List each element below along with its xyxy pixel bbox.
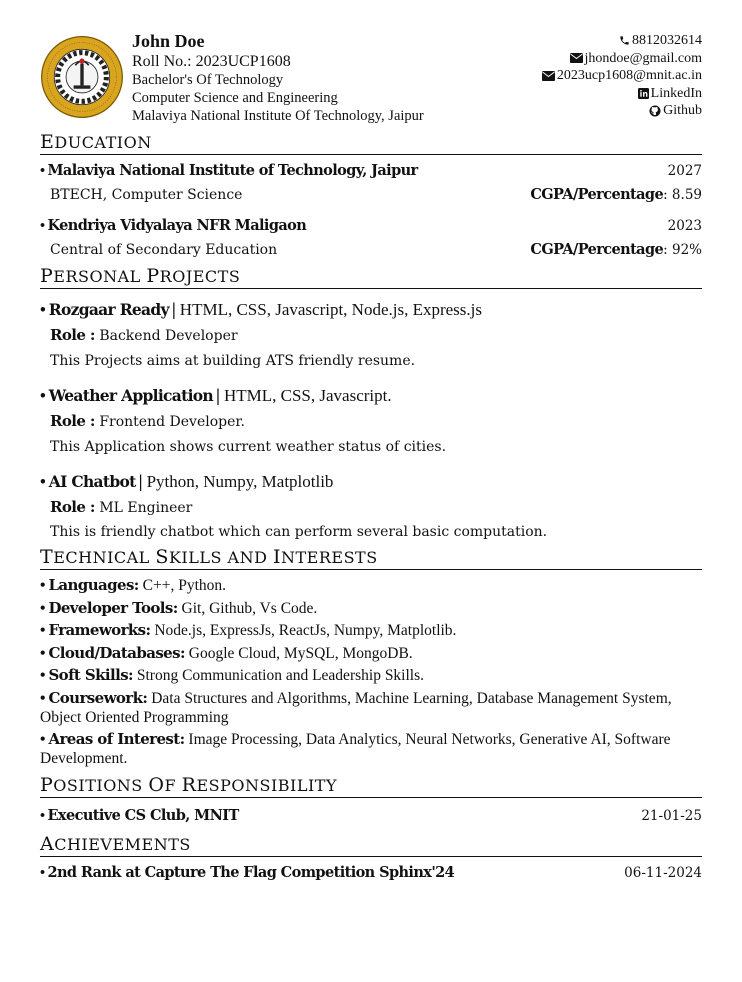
phone-icon xyxy=(619,35,630,46)
achievement-date: 06-11-2024 xyxy=(624,865,702,881)
identity-block xyxy=(132,30,424,125)
heading-rest: KILLS AND xyxy=(168,548,268,567)
education-institution: Kendriya Vidyalaya NFR Maligaon xyxy=(47,217,307,234)
heading-rest: DUCATION xyxy=(54,133,152,152)
branch: Computer Science and Engineering xyxy=(132,90,338,106)
github-link[interactable] xyxy=(542,102,702,120)
linkedin-link[interactable] xyxy=(542,85,702,103)
resume-header xyxy=(40,30,702,130)
github-icon xyxy=(649,105,661,117)
heading-cap: R xyxy=(181,774,197,796)
skill-value: Google Cloud, MySQL, MongoDB. xyxy=(188,644,413,662)
project-role: ML Engineer xyxy=(99,500,193,516)
bullet: • xyxy=(40,300,46,319)
heading-rest: ESPONSIBILITY xyxy=(196,776,338,795)
skill-label: Frameworks: xyxy=(48,621,151,639)
heading-cap: I xyxy=(272,546,281,568)
project-item xyxy=(40,384,702,457)
bullet: • xyxy=(40,689,46,707)
project-tech: Python, Numpy, Matplotlib xyxy=(146,472,334,491)
skill-value: Data Structures and Algorithms, Machine Learning, Database Management System, Object Oriented Programming xyxy=(40,689,672,726)
bullet: • xyxy=(40,731,46,748)
skill-item xyxy=(40,730,702,768)
resume-page xyxy=(40,30,702,883)
skill-value: Image Processing, Data Analytics, Neural Networks, Generative AI, Software Development. xyxy=(40,731,671,767)
institute-seal-icon xyxy=(40,34,124,120)
skill-item xyxy=(40,621,702,640)
role-label: Role : xyxy=(50,498,95,516)
skill-value: Strong Communication and Leadership Skills. xyxy=(136,667,425,684)
position-item xyxy=(40,806,702,826)
separator: | xyxy=(171,299,176,319)
github-text: Github xyxy=(663,103,702,118)
bullet: • xyxy=(40,599,46,617)
skill-value: Git, Github, Vs Code. xyxy=(181,599,318,617)
project-name: Weather Application xyxy=(48,386,213,405)
phone-text: 8812032614 xyxy=(632,33,702,48)
heading-cap: S xyxy=(155,546,169,568)
achievements-heading xyxy=(40,834,702,857)
degree: Bachelor's Of Technology xyxy=(132,72,284,88)
skill-label: Coursework: xyxy=(48,688,148,707)
skill-value: Node.js, ExpressJs, ReactJs, Numpy, Matplotlib. xyxy=(154,622,457,639)
phone-link[interactable] xyxy=(542,32,702,50)
heading-cap: T xyxy=(40,546,54,568)
positions-heading xyxy=(40,775,702,798)
skill-item xyxy=(40,644,702,663)
bullet: • xyxy=(40,644,46,662)
separator: | xyxy=(216,385,220,405)
personal-email-text: jhondoe@gmail.com xyxy=(584,50,702,66)
heading-cap: O xyxy=(148,774,165,796)
skill-item xyxy=(40,689,702,727)
education-item xyxy=(40,161,702,205)
skill-label: Areas of Interest: xyxy=(48,730,185,748)
project-description: This is friendly chatbot which can perform several basic computation. xyxy=(50,524,548,540)
heading-rest: OSITIONS xyxy=(53,776,143,795)
bullet: • xyxy=(40,218,45,234)
bullet: • xyxy=(40,577,46,594)
heading-cap: P xyxy=(40,265,54,287)
bullet: • xyxy=(40,386,46,405)
linkedin-text: LinkedIn xyxy=(650,85,702,101)
personal-email-link[interactable] xyxy=(542,50,702,68)
project-name: AI Chatbot xyxy=(48,472,136,491)
education-year: 2027 xyxy=(667,163,702,179)
project-item xyxy=(40,298,702,371)
college-email-link[interactable] xyxy=(542,67,702,85)
role-label: Role : xyxy=(50,412,95,430)
roll-number: Roll No.: 2023UCP1608 xyxy=(132,53,291,70)
score-label: CGPA/Percentage xyxy=(530,186,664,203)
project-role: Frontend Developer. xyxy=(99,414,245,430)
bullet: • xyxy=(40,667,46,684)
skill-label: Cloud/Databases: xyxy=(48,643,185,662)
skill-item xyxy=(40,666,702,685)
heading-cap: A xyxy=(40,833,55,855)
project-role: Backend Developer xyxy=(99,328,238,344)
linkedin-icon xyxy=(638,88,649,99)
email-icon xyxy=(570,53,583,63)
project-item xyxy=(40,470,702,542)
education-year: 2023 xyxy=(667,218,702,234)
projects-heading xyxy=(40,266,702,289)
bullet: • xyxy=(40,808,45,824)
score-value: : 8.59 xyxy=(663,187,702,203)
bullet: • xyxy=(40,622,46,639)
heading-cap: P xyxy=(40,774,54,796)
education-item xyxy=(40,216,702,260)
project-tech: HTML, CSS, Javascript, Node.js, Express.js xyxy=(179,300,483,319)
heading-rest: ECHNICAL xyxy=(53,548,150,567)
skill-value: C++, Python. xyxy=(142,577,226,594)
email-icon xyxy=(542,71,555,81)
education-program: Central of Secondary Education xyxy=(50,242,278,258)
bullet: • xyxy=(40,865,45,881)
bullet: • xyxy=(40,472,46,491)
bullet: • xyxy=(40,163,45,179)
college-email-text: 2023ucp1608@mnit.ac.in xyxy=(556,68,702,83)
heading-rest: CHIEVEMENTS xyxy=(54,835,191,854)
skills-list xyxy=(40,576,702,768)
position-title: Executive CS Club, MNIT xyxy=(47,807,239,824)
score-value: : 92% xyxy=(663,242,702,258)
heading-cap: E xyxy=(40,131,55,153)
achievement-title: 2nd Rank at Capture The Flag Competition Sphinx'24 xyxy=(47,864,455,881)
education-heading xyxy=(40,132,702,155)
heading-rest: ROJECTS xyxy=(159,267,241,286)
heading-rest: ERSONAL xyxy=(53,267,141,286)
candidate-name: John Doe xyxy=(132,31,205,51)
project-description: This Application shows current weather status of cities. xyxy=(50,439,447,455)
skill-item xyxy=(40,599,702,618)
heading-cap: P xyxy=(146,265,160,287)
position-date: 21-01-25 xyxy=(641,808,702,824)
separator: | xyxy=(138,471,143,491)
education-program: BTECH, Computer Science xyxy=(50,187,243,203)
role-label: Role : xyxy=(50,326,95,344)
education-institution: Malaviya National Institute of Technology, Jaipur xyxy=(47,162,418,179)
project-tech: HTML, CSS, Javascript. xyxy=(223,386,392,405)
heading-rest: NTERESTS xyxy=(281,548,378,567)
score-label: CGPA/Percentage xyxy=(530,241,664,258)
skill-label: Languages: xyxy=(48,576,139,594)
project-description: This Projects aims at building ATS friendly resume. xyxy=(50,353,416,369)
skill-label: Soft Skills: xyxy=(48,666,133,684)
contact-block xyxy=(542,32,702,120)
heading-rest: F xyxy=(164,776,177,795)
project-name: Rozgaar Ready xyxy=(48,300,169,319)
skill-label: Developer Tools: xyxy=(48,598,178,617)
skill-item xyxy=(40,576,702,595)
achievement-item xyxy=(40,863,702,883)
institute: Malaviya National Institute Of Technology, Jaipur xyxy=(132,108,424,124)
skills-heading xyxy=(40,547,702,570)
